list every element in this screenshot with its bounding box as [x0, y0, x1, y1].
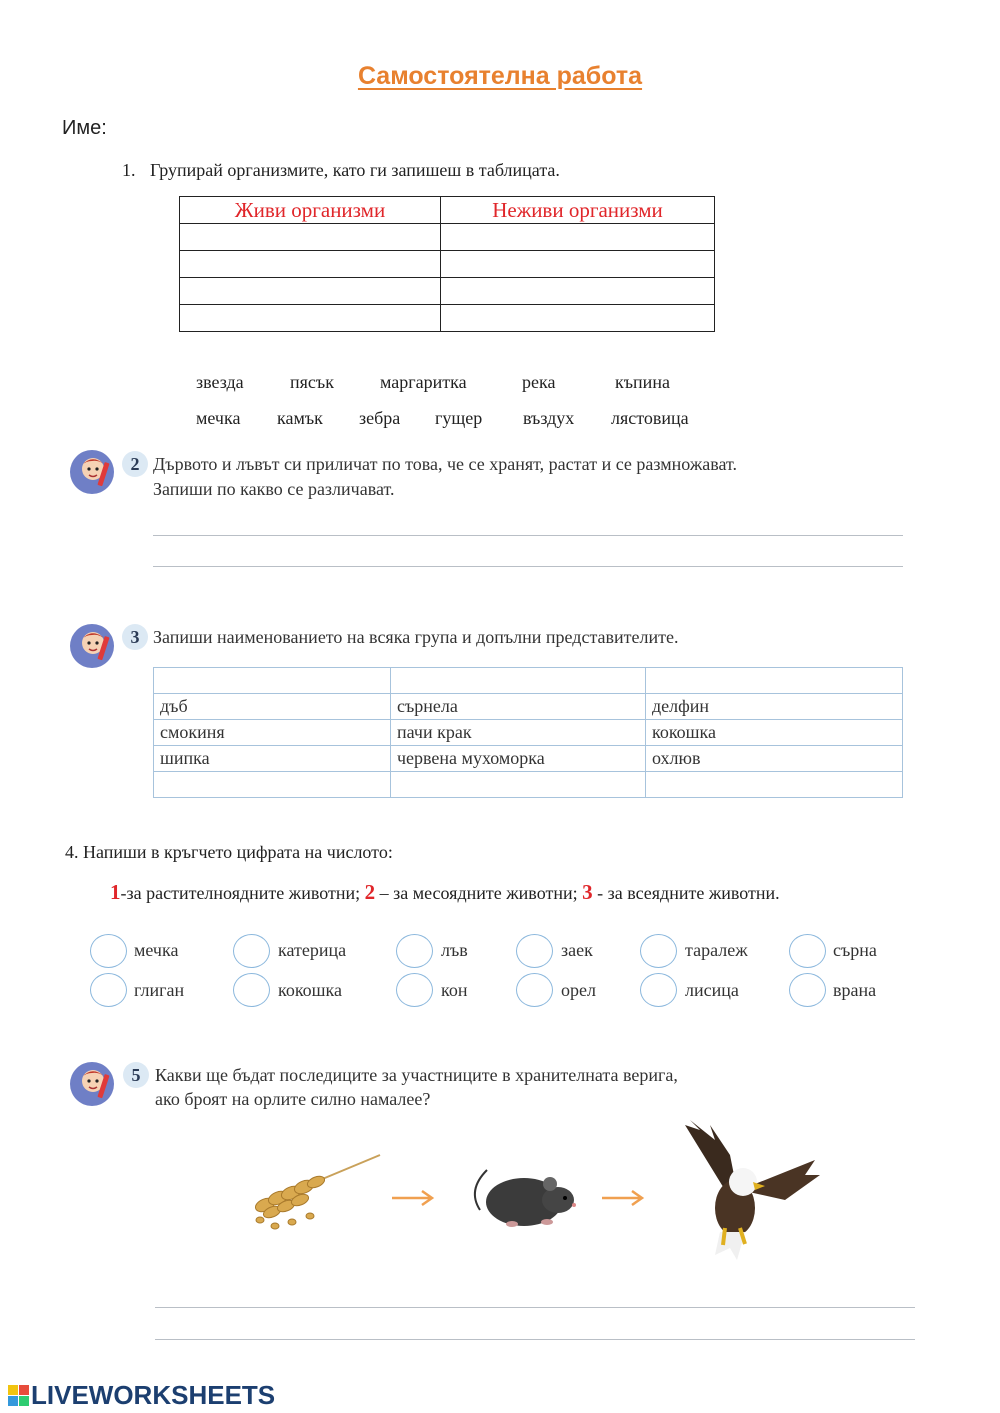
answer-line[interactable]	[155, 1307, 915, 1308]
answer-cell[interactable]	[391, 772, 646, 798]
question-5-line2: ако броят на орлите силно намалее?	[155, 1089, 431, 1109]
table-row	[154, 772, 903, 798]
eagle-icon	[665, 1120, 825, 1265]
question-2-line2: Запиши по какво се различават.	[153, 479, 395, 499]
word-lyastovitsa: лястовица	[611, 408, 689, 428]
pencil-kid-icon	[68, 1060, 116, 1108]
animal-label: кокошка	[278, 980, 342, 1000]
legend-number-2: 2	[364, 880, 376, 904]
legend-text-2: – за месоядните животни;	[375, 883, 583, 903]
answer-circle[interactable]	[90, 934, 127, 968]
word-margaritka: маргаритка	[380, 372, 467, 392]
table-row	[154, 720, 903, 746]
table-row	[180, 224, 715, 251]
answer-cell[interactable]	[441, 224, 715, 251]
logo-text: LIVEWORKSHEETS	[31, 1380, 276, 1410]
question-1-number: 1.	[122, 160, 136, 180]
table-cell: охлюв	[646, 746, 903, 772]
legend-text-1: -за растителноядните животни;	[120, 883, 365, 903]
arrow-right-icon	[600, 1188, 646, 1208]
answer-circle[interactable]	[789, 973, 826, 1007]
table-cell: кокошка	[646, 720, 903, 746]
legend-number-1: 1	[110, 880, 121, 904]
answer-cell[interactable]	[180, 305, 441, 332]
answer-circle[interactable]	[516, 973, 553, 1007]
wheat-icon	[240, 1150, 385, 1240]
animal-label: орел	[561, 980, 596, 1000]
question-3-text: Запиши наименованието на всяка група и допълни представителите.	[153, 627, 679, 647]
answer-circle[interactable]	[233, 934, 270, 968]
table-cell: пачи крак	[391, 720, 646, 746]
table-cell: сърнела	[391, 694, 646, 720]
question-5-line1: Какви ще бъдат последиците за участниците в хранителната верига,	[155, 1065, 678, 1085]
answer-cell[interactable]	[180, 251, 441, 278]
table-row	[154, 694, 903, 720]
pencil-kid-icon	[68, 448, 116, 496]
answer-circle[interactable]	[640, 973, 677, 1007]
answer-line[interactable]	[153, 535, 903, 536]
table-cell: червена мухоморка	[391, 746, 646, 772]
question-2-line1: Дървото и лъвът си приличат по това, че се хранят, растат и се размножават.	[153, 454, 738, 474]
word-mechka: мечка	[196, 408, 241, 428]
name-label: Име:	[62, 117, 107, 139]
table-row	[180, 305, 715, 332]
animal-label: лисица	[685, 980, 739, 1000]
animal-label: заек	[561, 940, 593, 960]
answer-cell[interactable]	[646, 772, 903, 798]
title-text: Самостоятелна работа	[357, 62, 643, 90]
question-4-text: 4. Напиши в кръгчето цифрата на числото:	[65, 842, 393, 862]
question-2-number: 2	[122, 451, 148, 477]
animal-label: лъв	[441, 940, 468, 960]
animal-label: глиган	[134, 980, 185, 1000]
word-pyasak: пясък	[290, 372, 334, 392]
answer-circle[interactable]	[396, 973, 433, 1007]
liveworksheets-logo	[8, 1380, 275, 1411]
word-vazduh: въздух	[523, 408, 575, 428]
group-name-cell[interactable]	[646, 668, 903, 694]
word-kapina: къпина	[615, 372, 670, 392]
question-1	[122, 160, 560, 181]
word-zebra: зебра	[359, 408, 401, 428]
answer-circle[interactable]	[516, 934, 553, 968]
answer-circle[interactable]	[233, 973, 270, 1007]
answer-cell[interactable]	[180, 278, 441, 305]
table-cell: шипка	[154, 746, 391, 772]
pencil-kid-icon	[68, 622, 116, 670]
table-row	[154, 668, 903, 694]
arrow-right-icon	[390, 1188, 436, 1208]
answer-circle[interactable]	[789, 934, 826, 968]
table-cell: делфин	[646, 694, 903, 720]
animal-label: мечка	[134, 940, 179, 960]
table-cell: смокиня	[154, 720, 391, 746]
word-reka: река	[522, 372, 556, 392]
group-name-cell[interactable]	[154, 668, 391, 694]
animal-label: катерица	[278, 940, 347, 960]
page-title	[0, 62, 1000, 91]
legend-text-3: - за всеядните животни.	[592, 883, 780, 903]
header-nonliving: Неживи организми	[441, 197, 715, 224]
table-cell: дъб	[154, 694, 391, 720]
animal-label: сърна	[833, 940, 877, 960]
answer-cell[interactable]	[180, 224, 441, 251]
table-row	[154, 746, 903, 772]
answer-cell[interactable]	[154, 772, 391, 798]
answer-cell[interactable]	[441, 305, 715, 332]
animal-label: кон	[441, 980, 468, 1000]
answer-line[interactable]	[155, 1339, 915, 1340]
animal-label: врана	[833, 980, 877, 1000]
legend-number-3: 3	[582, 880, 593, 904]
header-living: Живи организми	[180, 197, 441, 224]
mouse-icon	[462, 1160, 582, 1235]
answer-circle[interactable]	[396, 934, 433, 968]
animal-label: таралеж	[685, 940, 748, 960]
classification-table	[179, 196, 715, 332]
answer-circle[interactable]	[90, 973, 127, 1007]
answer-circle[interactable]	[640, 934, 677, 968]
question-5-number: 5	[123, 1062, 149, 1088]
question-4-legend	[110, 880, 780, 905]
word-kamak: камък	[277, 408, 323, 428]
answer-cell[interactable]	[441, 278, 715, 305]
table-row	[180, 251, 715, 278]
word-zvezda: звезда	[196, 372, 244, 392]
logo-blocks-icon	[8, 1385, 30, 1407]
answer-line[interactable]	[153, 566, 903, 567]
answer-cell[interactable]	[441, 251, 715, 278]
question-1-text: Групирай организмите, като ги запишеш в таблицата.	[150, 160, 560, 180]
word-gushter: гущер	[435, 408, 483, 428]
table-row	[180, 278, 715, 305]
group-name-cell[interactable]	[391, 668, 646, 694]
question-3-number: 3	[122, 624, 148, 650]
groups-table	[153, 667, 903, 798]
